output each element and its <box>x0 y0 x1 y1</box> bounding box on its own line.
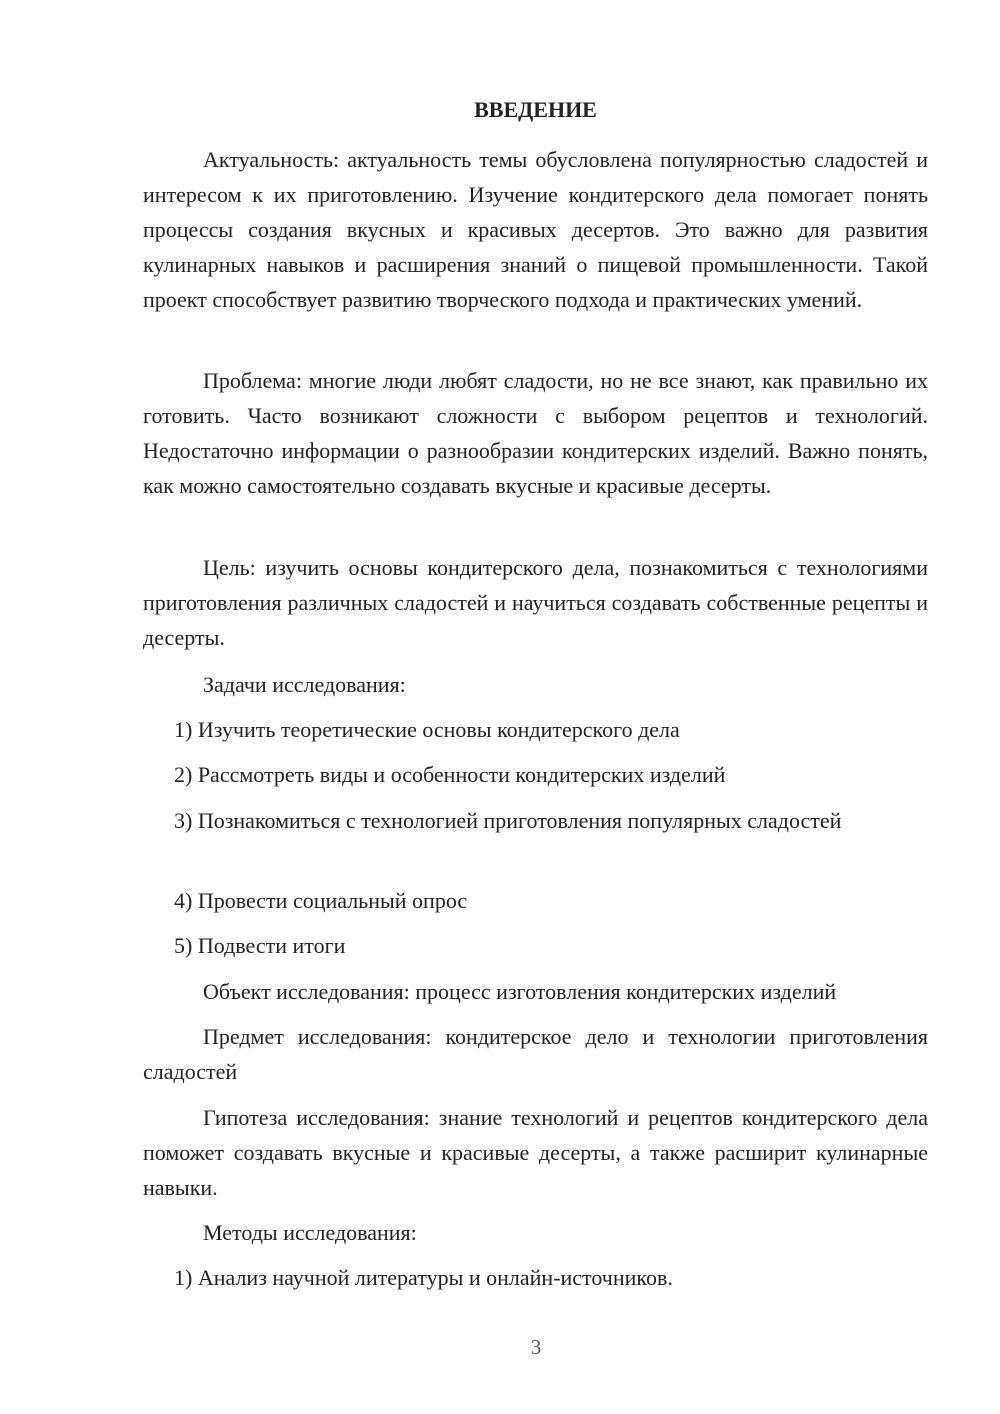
relevance-paragraph: Актуальность: актуальность темы обусловлена популярностью сладостей и интересом к их приготовлению. Изучение кондитерского дела помогает понять процессы создания вкусных и красивых десертов. Это важно для развития кулинарных навыков и расширения знаний о пищевой промышленности. Такой проект способствует развитию творческого подхода и практических умений. <box>143 147 928 312</box>
hypothesis-paragraph: Гипотеза исследования: знание технологий и рецептов кондитерского дела поможет создавать вкусные и красивые десерты, а также расширит кулинарные навыки. <box>143 1105 928 1200</box>
object-paragraph: Объект исследования: процесс изготовления кондитерских изделий <box>203 979 837 1004</box>
problem-paragraph: Проблема: многие люди любят сладости, но не все знают, как правильно их готовить. Часто возникают сложности с выбором рецептов и технологий. Недостаточно информации о разнообразии кондитерских изделий. Важно понять, как можно самостоятельно создавать вкусные и красивые десерты. <box>143 368 928 498</box>
tasks-heading: Задачи исследования: <box>203 672 406 697</box>
page-title: ВВЕДЕНИЕ <box>474 97 597 122</box>
methods-heading: Методы исследования: <box>203 1220 417 1245</box>
task-item: 1) Изучить теоретические основы кондитерского дела <box>174 717 680 742</box>
task-item: 2) Рассмотреть виды и особенности кондитерских изделий <box>174 762 726 787</box>
goal-paragraph: Цель: изучить основы кондитерского дела, познакомиться с технологиями приготовления различных сладостей и научиться создавать собственные рецепты и десерты. <box>143 555 928 650</box>
subject-paragraph: Предмет исследования: кондитерское дело и технологии приготовления сладостей <box>143 1024 928 1084</box>
task-item: 5) Подвести итоги <box>174 933 346 958</box>
task-item: 4) Провести социальный опрос <box>174 888 468 913</box>
page-number: 3 <box>530 1335 542 1359</box>
method-item: 1) Анализ научной литературы и онлайн-источников. <box>174 1265 673 1290</box>
task-item: 3) Познакомиться с технологией приготовления популярных сладостей <box>174 808 842 833</box>
